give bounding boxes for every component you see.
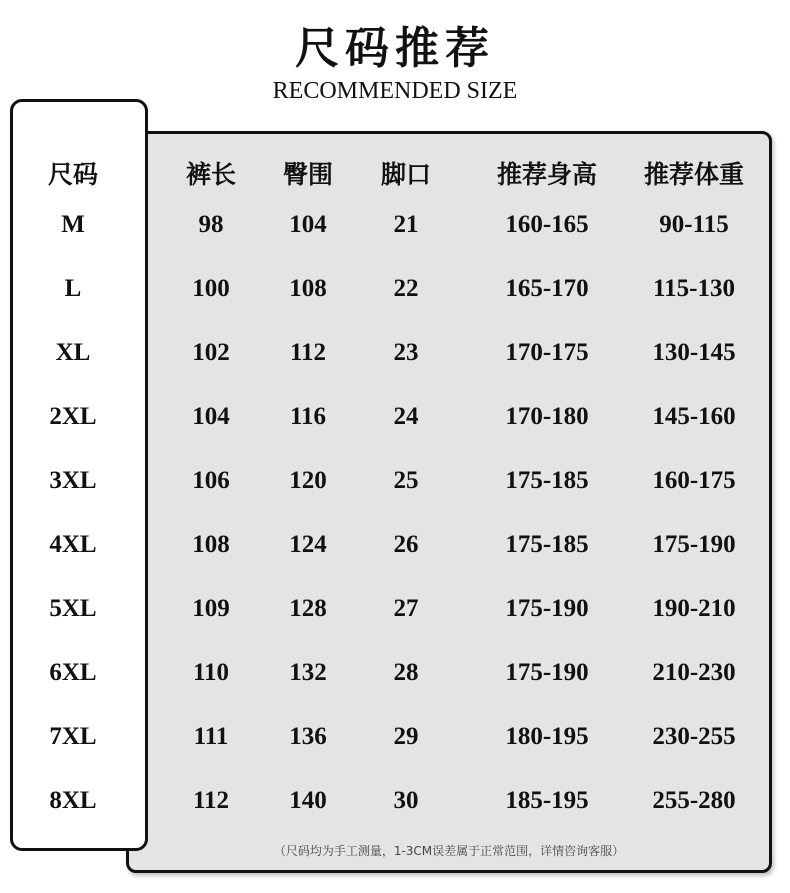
cell-leg-opening: 23 [393, 339, 419, 366]
cell-height: 175-190 [505, 595, 589, 622]
cell-hip: 128 [289, 595, 327, 622]
cell-leg-opening: 22 [393, 275, 419, 302]
cell-weight: 115-130 [653, 275, 735, 302]
cell-height: 180-195 [505, 723, 589, 750]
header-height: 推荐身高 [496, 160, 598, 189]
cell-size: 2XL [49, 403, 97, 430]
cell-weight: 210-230 [652, 659, 736, 686]
cell-hip: 116 [289, 403, 327, 430]
cell-leg-opening: 28 [393, 659, 419, 686]
cell-size: 5XL [49, 595, 97, 622]
cell-weight: 160-175 [652, 467, 736, 494]
header-leg-opening: 脚口 [380, 160, 432, 189]
size-table-panel [126, 131, 772, 873]
cell-weight: 230-255 [652, 723, 736, 750]
cell-leg-opening: 26 [393, 531, 419, 558]
cell-leg-opening: 21 [393, 211, 419, 238]
cell-weight: 175-190 [652, 531, 736, 558]
measurement-note: （尺码均为手工测量，1-3CM误差属于正常范围，详情咨询客服） [273, 844, 625, 858]
cell-height: 175-185 [505, 467, 589, 494]
cell-height: 170-175 [505, 339, 589, 366]
cell-weight: 190-210 [652, 595, 736, 622]
cell-length: 104 [192, 403, 230, 430]
cell-height: 185-195 [505, 787, 589, 814]
cell-height: 165-170 [505, 275, 589, 302]
cell-leg-opening: 27 [393, 595, 419, 622]
header-size: 尺码 [47, 160, 99, 189]
cell-hip: 136 [289, 723, 327, 750]
cell-height: 170-180 [505, 403, 589, 430]
cell-hip: 108 [289, 275, 327, 302]
cell-size: 4XL [49, 531, 97, 558]
cell-leg-opening: 25 [393, 467, 419, 494]
cell-length: 112 [192, 787, 230, 814]
cell-length: 111 [193, 723, 229, 750]
cell-length: 98 [198, 211, 224, 238]
cell-height: 160-165 [505, 211, 589, 238]
cell-hip: 140 [289, 787, 327, 814]
cell-leg-opening: 29 [393, 723, 419, 750]
cell-weight: 145-160 [652, 403, 736, 430]
header-weight: 推荐体重 [643, 160, 745, 189]
cell-weight: 130-145 [652, 339, 736, 366]
cell-size: 3XL [49, 467, 97, 494]
cell-length: 110 [192, 659, 230, 686]
cell-height: 175-190 [505, 659, 589, 686]
cell-size: 8XL [49, 787, 97, 814]
cell-weight: 255-280 [652, 787, 736, 814]
page-title: 尺码推荐 [295, 23, 495, 74]
cell-length: 100 [192, 275, 230, 302]
cell-hip: 120 [289, 467, 327, 494]
cell-leg-opening: 24 [393, 403, 419, 430]
cell-size: XL [55, 339, 91, 366]
header-hip: 臀围 [282, 160, 334, 189]
cell-hip: 112 [289, 339, 327, 366]
cell-height: 175-185 [505, 531, 589, 558]
page-subtitle: RECOMMENDED SIZE [272, 78, 518, 104]
cell-length: 102 [192, 339, 230, 366]
cell-weight: 90-115 [659, 211, 729, 238]
cell-hip: 124 [289, 531, 327, 558]
cell-hip: 132 [289, 659, 327, 686]
cell-length: 109 [192, 595, 230, 622]
cell-length: 106 [192, 467, 230, 494]
cell-length: 108 [192, 531, 230, 558]
header-length: 裤长 [185, 160, 237, 189]
cell-size: 7XL [49, 723, 97, 750]
cell-size: L [64, 275, 82, 302]
cell-size: 6XL [49, 659, 97, 686]
cell-leg-opening: 30 [393, 787, 419, 814]
cell-hip: 104 [289, 211, 327, 238]
cell-size: M [61, 211, 85, 238]
